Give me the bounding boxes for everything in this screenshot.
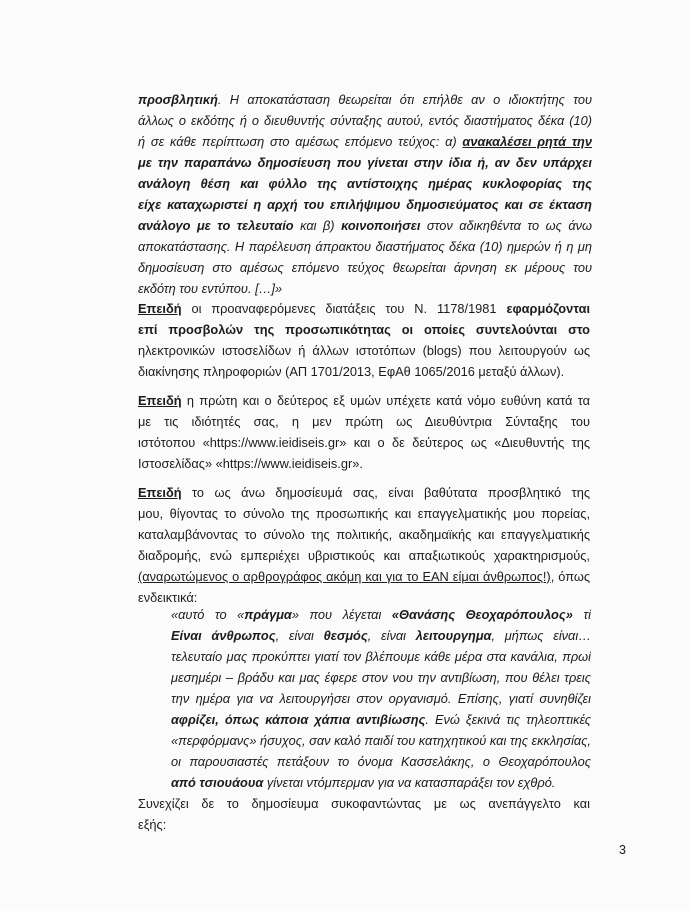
bold-term: προσβλητική xyxy=(138,92,218,107)
text-line xyxy=(171,751,591,772)
bold-term: αφρίζει, όπως κάποια χάπια αντιβίωσης xyxy=(171,712,426,727)
text-line xyxy=(138,215,592,236)
bold-term: «Θανάσης Θεοχαρόπουλος» xyxy=(391,607,573,622)
text-span: οι παρουσιαστές πετάξουν το όνομα Κασσελάκης, ο Θεοχαρόπουλος xyxy=(171,754,591,769)
text-line: δημοσίευση στο αμέσως επόμενο τεύχος θεωρείται άρνηση εκ μέρους του xyxy=(138,260,592,275)
text-span: οι προαναφερόμενες διατάξεις του Ν. 1178/1981 xyxy=(181,301,507,316)
text-line: εκδότη του εντύπου. […]» xyxy=(138,281,283,296)
text-line: καταλαμβάνοντας το σύνολο της πολιτικής, ακαδημαϊκής και επαγγελματικής xyxy=(138,527,590,542)
underlined-term: Επειδή xyxy=(138,301,182,316)
text-line: είχε καταχωριστεί η αρχή του επιλήψιμου δημοσιεύματος και σε έκταση xyxy=(138,197,592,212)
text-span: . Ενώ ξεκινά τις τηλεοπτικές xyxy=(425,712,591,727)
text-span: και β) xyxy=(293,218,342,233)
text-span: γίνεται ντόμπερμαν για να κατασπαράξει τον εχθρό. xyxy=(263,775,556,790)
text-line xyxy=(138,298,590,319)
bold-term: εφαρμόζονται xyxy=(506,301,590,316)
bold-term: επί προσβολών της προσωπικότητας οι οποίες συντελούνται στο xyxy=(138,322,590,337)
bold-term: λειτουργημα xyxy=(415,628,492,643)
text-span: , όπως xyxy=(550,569,590,584)
text-line xyxy=(171,772,591,793)
text-line: με την παραπάνω δημοσίευση που γίνεται στην ίδια ή, αν δεν υπάρχει xyxy=(138,155,592,170)
text-line: «περφόρμανς» ήσυχος, σαν καλό παιδί του κατηχητικού και της εκκλησίας, xyxy=(171,733,591,748)
text-span: στον αδικηθέντα το ως άνω xyxy=(426,218,592,233)
text-line: μου, θίγοντας το σύνολο της προσωπικής και επαγγελματικής μου πορείας, xyxy=(138,506,590,521)
underlined-term: Επειδή xyxy=(138,393,182,408)
bold-term: πράγμα xyxy=(244,607,292,622)
text-line: ανάλογη θέση και φύλλο της αντίστοιχης ημέρας κυκλοφορίας της xyxy=(138,176,592,191)
text-line: ηλεκτρονικών ιστοσελίδων ή άλλων ιστοτόπων (blogs) που λειτουργούν ως xyxy=(138,343,590,358)
text-line: διακίνησης πληροφοριών (ΑΠ 1701/2013, ΕφΑθ 1065/2016 μεταξύ άλλων). xyxy=(138,364,565,379)
text-span: , είναι xyxy=(275,628,324,643)
text-span: , μήπως είναι… xyxy=(491,628,591,643)
text-line: μεσημέρι – βράδυ και μας έφερε στον νου την αντιβίωση, που θέλει τρεις xyxy=(171,670,591,685)
text-line xyxy=(138,89,592,110)
text-span: ή σε κάθε περίπτωση στο αμέσως επόμενο τεύχος: α) xyxy=(138,134,463,149)
bold-term: κοινοποιήσει xyxy=(341,218,421,233)
text-line: διαδρομής, ενώ εμπεριέχει υβριστικούς και απαξιωτικούς χαρακτηρισμούς, xyxy=(138,548,590,563)
text-line xyxy=(171,709,591,730)
text-line: τελευταίο μας προκύπτει γιατί τον βλέπουμε κάθε μέρα στα κανάλια, πρωί xyxy=(171,649,591,664)
text-span: «αυτό το « xyxy=(171,607,245,622)
bold-term: Είναι άνθρωπος xyxy=(171,628,276,643)
text-line: εξής: xyxy=(138,817,167,832)
text-line: Συνεχίζει δε το δημοσίευμα συκοφαντώντας με ως ανεπάγγελτο και xyxy=(138,796,590,811)
text-line xyxy=(138,566,590,587)
text-line xyxy=(138,131,592,152)
text-line xyxy=(138,482,590,503)
text-span: η πρώτη και ο δεύτερος εξ υμών υπέχετε κατά νόμο ευθύνη κατά τα xyxy=(186,393,590,408)
bold-term: από τσιουάουα xyxy=(171,775,264,790)
underlined-term: ανακαλέσει ρητά την xyxy=(462,134,592,149)
paragraph-3 xyxy=(138,482,590,608)
text-line: άλλως ο εκδότης ή ο διευθυντής σύνταξης αυτού, εντός διαστήματος δέκα (10) xyxy=(138,113,592,128)
bold-term: θεσμός xyxy=(323,628,368,643)
text-span: . Η αποκατάσταση θεωρείται ότι επήλθε αν ο ιδιοκτήτης του xyxy=(217,92,592,107)
text-line xyxy=(138,390,590,411)
text-line xyxy=(138,319,590,340)
text-line: Ιστοσελίδας» «https://www.ieidiseis.gr». xyxy=(138,456,363,471)
quoted-legal-text xyxy=(138,89,592,299)
text-line: με τις ιδιότητές σας, η μεν πρώτη ως Διευθύντρια Σύνταξης του xyxy=(138,414,590,429)
quoted-article-excerpt xyxy=(171,604,591,793)
text-line: ιστότοπου «https://www.ieidiseis.gr» και ο δε δεύτερος ως «Διευθυντής της xyxy=(138,435,590,450)
text-line: την ημέρα για να λειτουργήσει στον οργανισμό. Επίσης, γιατί συνηθίζει xyxy=(171,691,591,706)
text-line: αποκατάστασης. Η παρέλευση άπρακτου διαστήματος δέκα (10) ημερών ή η μη xyxy=(138,239,592,254)
text-span: » που λέγεται xyxy=(291,607,392,622)
text-span: τί xyxy=(583,607,591,622)
text-line xyxy=(171,604,591,625)
text-line: ενδεικτικά: xyxy=(138,590,198,605)
paragraph-4 xyxy=(138,793,590,835)
paragraph-2 xyxy=(138,390,590,474)
bold-term: ανάλογο με το τελευταίο xyxy=(138,218,294,233)
page-number: 3 xyxy=(619,843,626,857)
text-span: , είναι xyxy=(367,628,416,643)
paragraph-1 xyxy=(138,298,590,382)
underlined-term: Επειδή xyxy=(138,485,182,500)
text-line xyxy=(171,625,591,646)
text-span: το ως άνω δημοσίευμά σας, είναι βαθύτατα προσβλητικό της xyxy=(192,485,590,500)
underlined-term: (αναρωτώμενος ο αρθρογράφος ακόμη και για το ΕΑΝ είμαι άνθρωπος!) xyxy=(138,569,551,584)
